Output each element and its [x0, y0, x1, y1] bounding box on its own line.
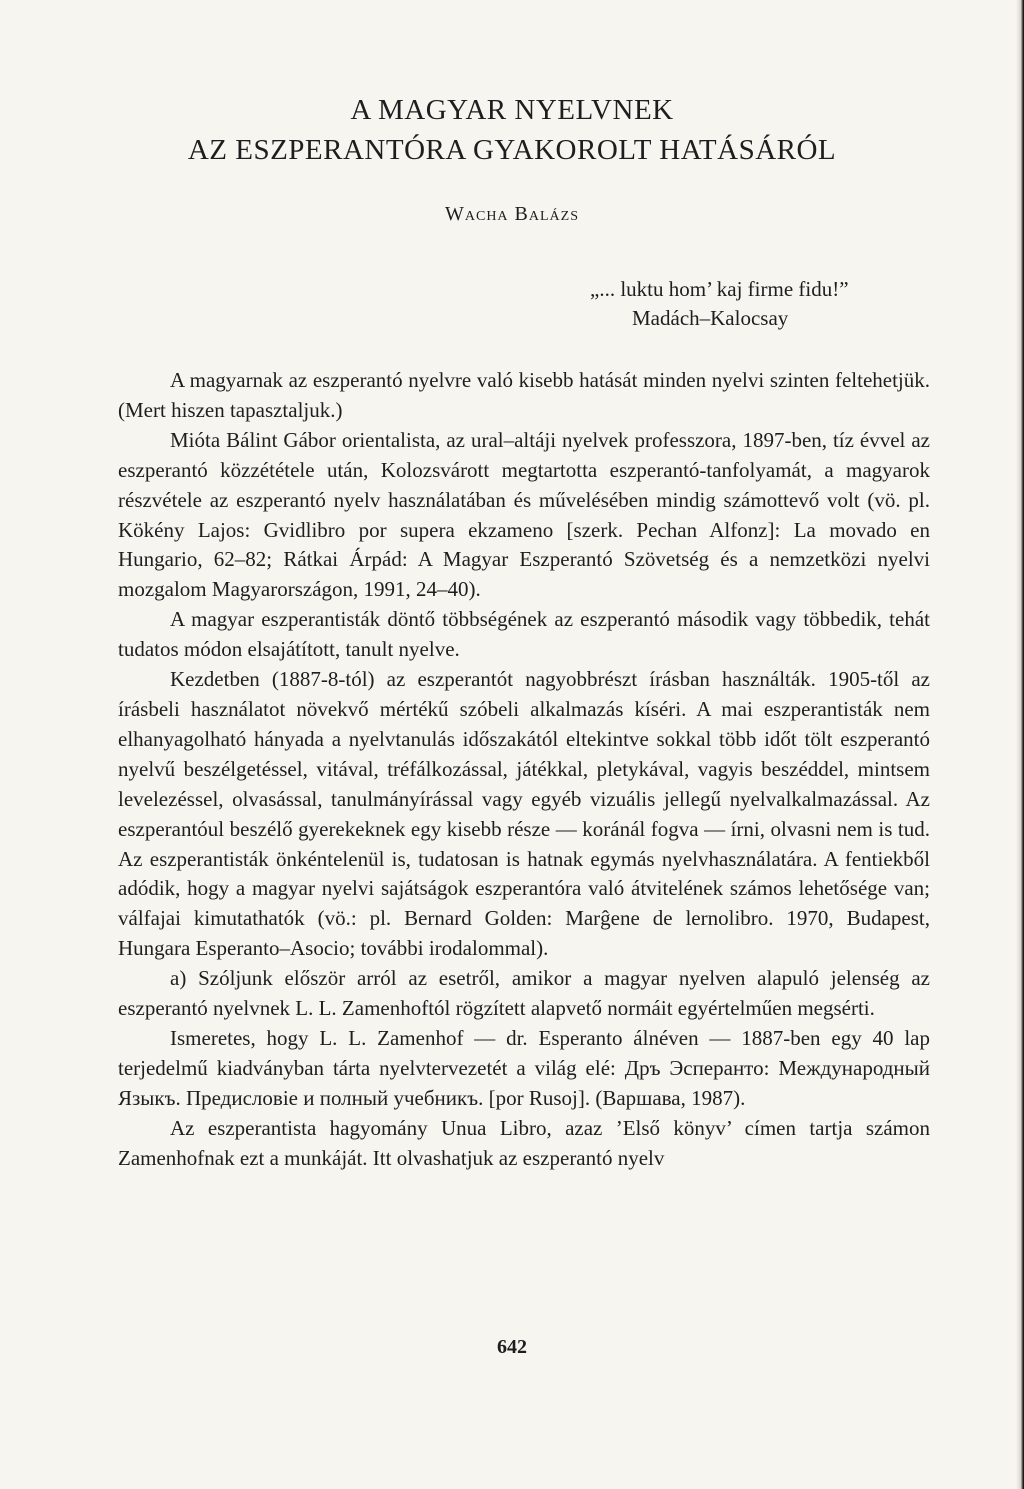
author: Wacha Balázs: [445, 203, 579, 225]
page-number: 642: [497, 1336, 527, 1358]
title-line-1: A MAGYAR NYELVNEK: [350, 94, 674, 126]
paragraph-6: Ismeretes, hogy L. L. Zamenhof — dr. Esperanto álnéven — 1887-ben egy 40 lap terjedelmű kiadványban tárta nyelvtervezetét a világ elé: Дръ Эсперанто: Международный Языкъ. Предисловіе и полный учебникъ. [por Rusoj]. (Варшава, 1987).: [118, 1025, 930, 1110]
epigraph-quote: „... luktu hom’ kaj firme fidu!”: [590, 277, 849, 301]
paragraph-3: A magyar eszperantisták döntő többségének az eszperantó második vagy többedik, tehát tudatos módon elsajátított, tanult nyelve.: [118, 607, 930, 662]
paragraph-4: Kezdetben (1887-8-tól) az eszperantót nagyobbrészt írásban használták. 1905-től az írásbeli használatot növekvő mértékű szóbeli alkalmazás kíséri. A mai eszperantisták nem elhanyagolható hányada a nyelvtanulás időszakától eltekintve sokkal több időt tölt eszperantó nyelvű beszélgetéssel, vitával, tréfálkozással, játékkal, pletykával, vagyis beszéddel, mintsem levelezéssel, olvasással, tanulmányírással vagy egyéb vizuális jellegű nyelvalkalmazással. Az eszperantóul beszélő gyerekeknek egy kisebb része — koránál fogva — írni, olvasni nem is tud. Az eszperantisták önkéntelenül is, tudatosan is hatnak egymás nyelvhasználatára. A fentiekből adódik, hogy a magyar nyelvi sajátságok eszperantóra való átvitelének számos lehetősége van; válfajai kimutathatók (vö.: pl. Bernard Golden: Marĝene de lernolibro. 1970, Budapest, Hungara Esperanto–Asocio; további irodalommal).: [118, 667, 930, 961]
paragraph-2: Mióta Bálint Gábor orientalista, az ural–altáji nyelvek professzora, 1897-ben, tíz évvel az eszperantó közzététele után, Kolozsvárott megtartotta eszperantó-tanfolyamát, a magyarok részvétele az eszperantó nyelv használatában és művelésében mindig számottevő volt (vö. pl. Kökény Lajos: Gvidlibro por supera ekzameno [szerk. Pechan Alfonz]: La movado en Hungario, 62–82; Rátkai Árpád: A Magyar Eszperantó Szövetség és a nemzetközi nyelvi mozgalom Magyarországon, 1991, 24–40).: [118, 427, 930, 602]
epigraph-attribution: Madách–Kalocsay: [632, 306, 789, 330]
epigraph: [590, 275, 930, 333]
paragraph-5: a) Szóljunk először arról az esetről, amikor a magyar nyelven alapuló jelenség az eszperantó nyelvnek L. L. Zamenhoftól rögzített alapvető normáit egyértelműen megsérti.: [118, 966, 930, 1021]
article-body: [118, 366, 930, 1173]
paragraph-7: Az eszperantista hagyomány Unua Libro, azaz ’Első könyv’ címen tartja számon Zamenhofnak ezt a munkáját. Itt olvashatjuk az eszperantó nyelv: [118, 1115, 930, 1170]
paragraph-1: A magyarnak az eszperantó nyelvre való kisebb hatását minden nyelvi szinten feltehetjük. (Mert hiszen tapasztaljuk.): [118, 368, 930, 422]
article-title: [0, 90, 1024, 170]
title-line-2: AZ ESZPERANTÓRA GYAKOROLT HATÁSÁRÓL: [187, 134, 837, 166]
